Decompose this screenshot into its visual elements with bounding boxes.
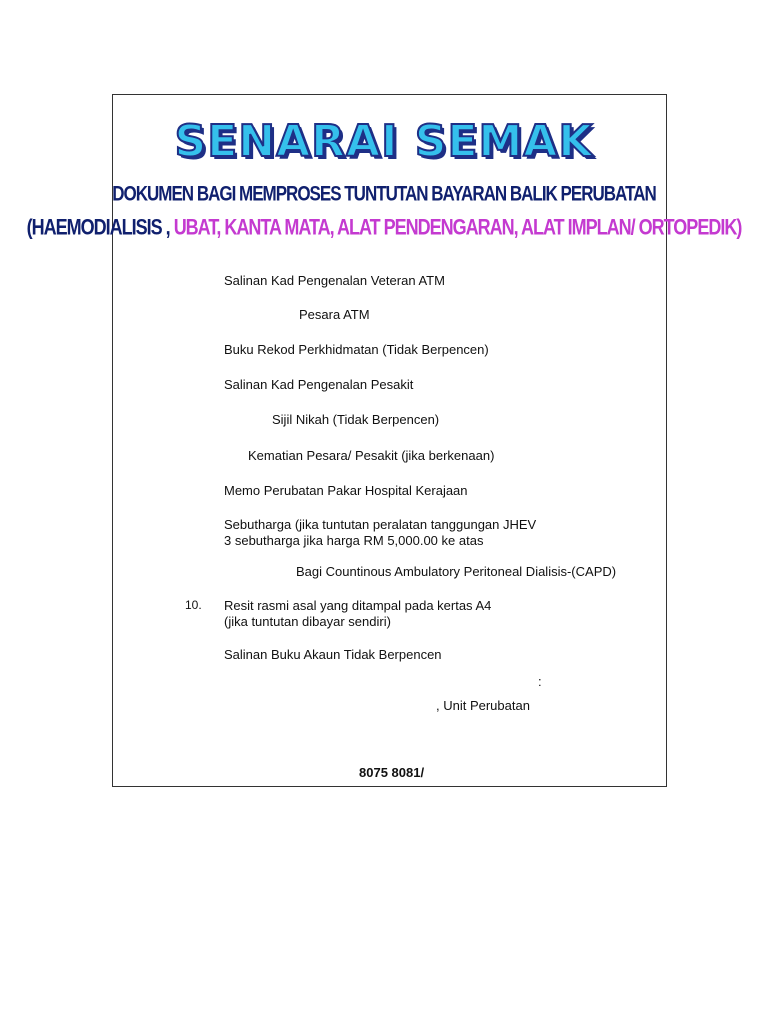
checklist-item-1: Salinan Kad Pengenalan Veteran ATM	[224, 273, 445, 288]
checklist-item-10-line-2: (jika tuntutan dibayar sendiri)	[224, 614, 391, 629]
checklist-item-10-line-1: Resit rasmi asal yang ditampal pada kertas A4	[224, 598, 492, 613]
subtitle-line-1-part-1: DOKUMEN	[112, 181, 194, 206]
checklist-item-7: Memo Perubatan Pakar Hospital Kerajaan	[224, 483, 468, 498]
subtitle-line-1	[0, 177, 768, 212]
main-title: SENARAI SEMAK	[174, 116, 594, 167]
checklist-item-6: Kematian Pesara/ Pesakit (jika berkenaan)	[248, 448, 495, 463]
subtitle-line-2-highlight: UBAT, KANTA MATA, ALAT PENDENGARAN, ALAT IMPLAN/ ORTOPEDIK)	[173, 214, 742, 240]
subtitle-line-2	[0, 210, 768, 245]
colon-mark: :	[538, 674, 542, 689]
checklist-item-8-line-2: 3 sebutharga jika harga RM 5,000.00 ke atas	[224, 533, 484, 548]
checklist-item-8-line-1: Sebutharga (jika tuntutan peralatan tanggungan JHEV	[224, 517, 537, 532]
phone-number: 8075 8081/	[359, 765, 425, 780]
checklist-item-4: Salinan Kad Pengenalan Pesakit	[224, 377, 414, 392]
subtitle-line-2-part-1: (HAEMODIALISIS ,	[26, 214, 174, 240]
subtitle-line-1-part-2: BAGI MEMPROSES TUNTUTAN BAYARAN BALIK PERUBATAN	[193, 181, 656, 206]
checklist-item-5: Sijil Nikah (Tidak Berpencen)	[272, 412, 440, 427]
unit-label: , Unit Perubatan	[436, 698, 530, 713]
item-number-10: 10.	[185, 598, 202, 612]
checklist-item-2: Pesara ATM	[299, 307, 370, 322]
checklist-item-3: Buku Rekod Perkhidmatan (Tidak Berpencen)	[224, 342, 489, 357]
checklist-item-9: Bagi Countinous Ambulatory Peritoneal Dialisis-(CAPD)	[296, 564, 617, 579]
checklist-item-11: Salinan Buku Akaun Tidak Berpencen	[224, 647, 442, 662]
